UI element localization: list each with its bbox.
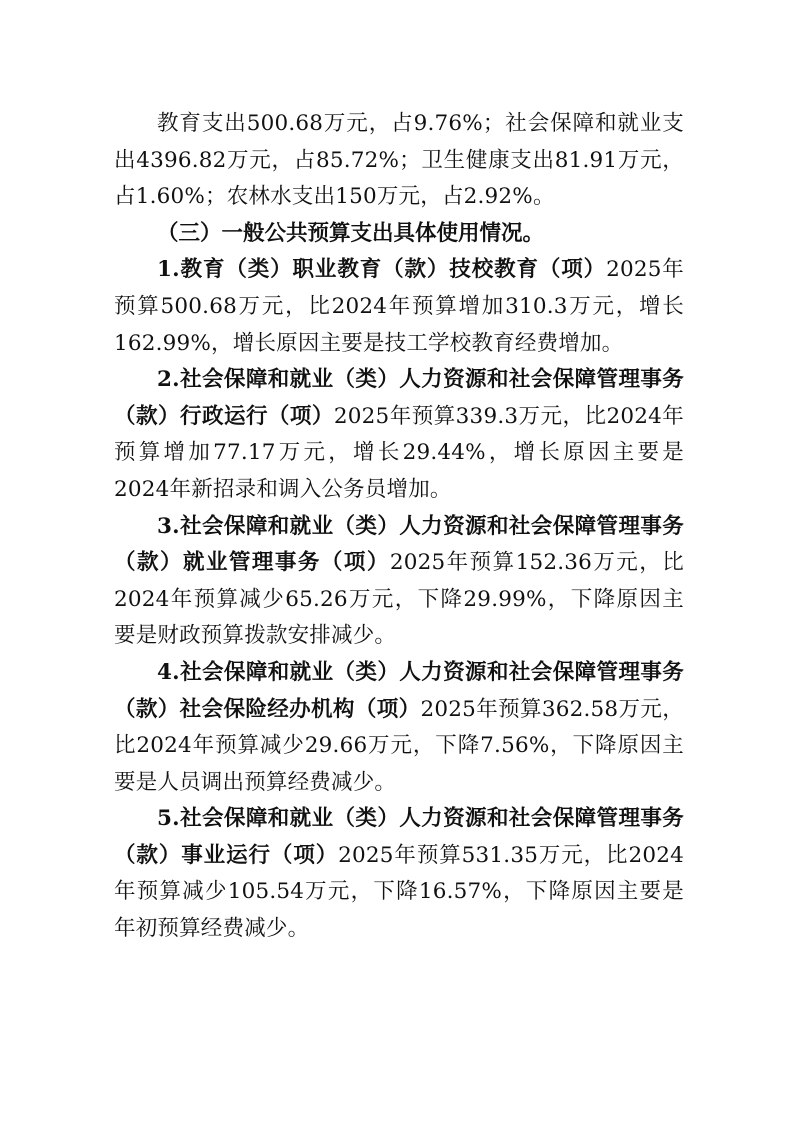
budget-item-1 — [114, 252, 684, 362]
budget-item-5-heading: 5.社会保障和就业（类）人力资源和社会保障管理事务（款）事业运行（项） — [114, 806, 684, 868]
budget-item-1-text: 2025年预算500.68万元，比2024年预算增加310.3万元，增长162.99%，增长原因主要是技工学校教育经费增加。 — [114, 257, 684, 356]
budget-item-2-heading: 2.社会保障和就业（类）人力资源和社会保障管理事务（款）行政运行（项） — [114, 367, 684, 429]
budget-item-5 — [114, 801, 684, 947]
budget-item-2 — [114, 362, 684, 508]
intro-paragraph: 教育支出500.68万元，占9.76%；社会保障和就业支出4396.82万元，占85.72%；卫生健康支出81.91万元，占1.60%；农林水支出150万元，占2.92%。 — [114, 111, 684, 210]
document-page — [114, 106, 684, 948]
budget-item-5-text: 2025年预算531.35万元，比2024年预算减少105.54万元，下降16.57%，下降原因主要是年初预算经费减少。 — [114, 842, 684, 942]
section-heading: （三）一般公共预算支出具体使用情况。 — [157, 220, 545, 246]
budget-item-1-heading: 1.教育（类）职业教育（款）技校教育（项） — [157, 257, 607, 283]
budget-item-3-text: 2025年预算152.36万元，比2024年预算减少65.26万元，下降29.99%，下降原因主要是财政预算拨款安排减少。 — [114, 550, 684, 649]
budget-item-3-heading: 3.社会保障和就业（类）人力资源和社会保障管理事务（款）就业管理事务（项） — [114, 513, 684, 576]
budget-item-4-heading: 4.社会保障和就业（类）人力资源和社会保障管理事务（款）社会保险经办机构（项） — [114, 659, 684, 722]
budget-item-4-text: 2025年预算362.58万元，比2024年预算减少29.66万元，下降7.56%，下降原因主要是人员调出预算经费减少。 — [114, 696, 684, 795]
budget-item-2-text: 2025年预算339.3万元，比2024年预算增加77.17万元，增长29.44%，增长原因主要是2024年新招录和调入公务员增加。 — [114, 403, 684, 502]
budget-item-4 — [114, 655, 684, 801]
budget-item-3 — [114, 509, 684, 655]
